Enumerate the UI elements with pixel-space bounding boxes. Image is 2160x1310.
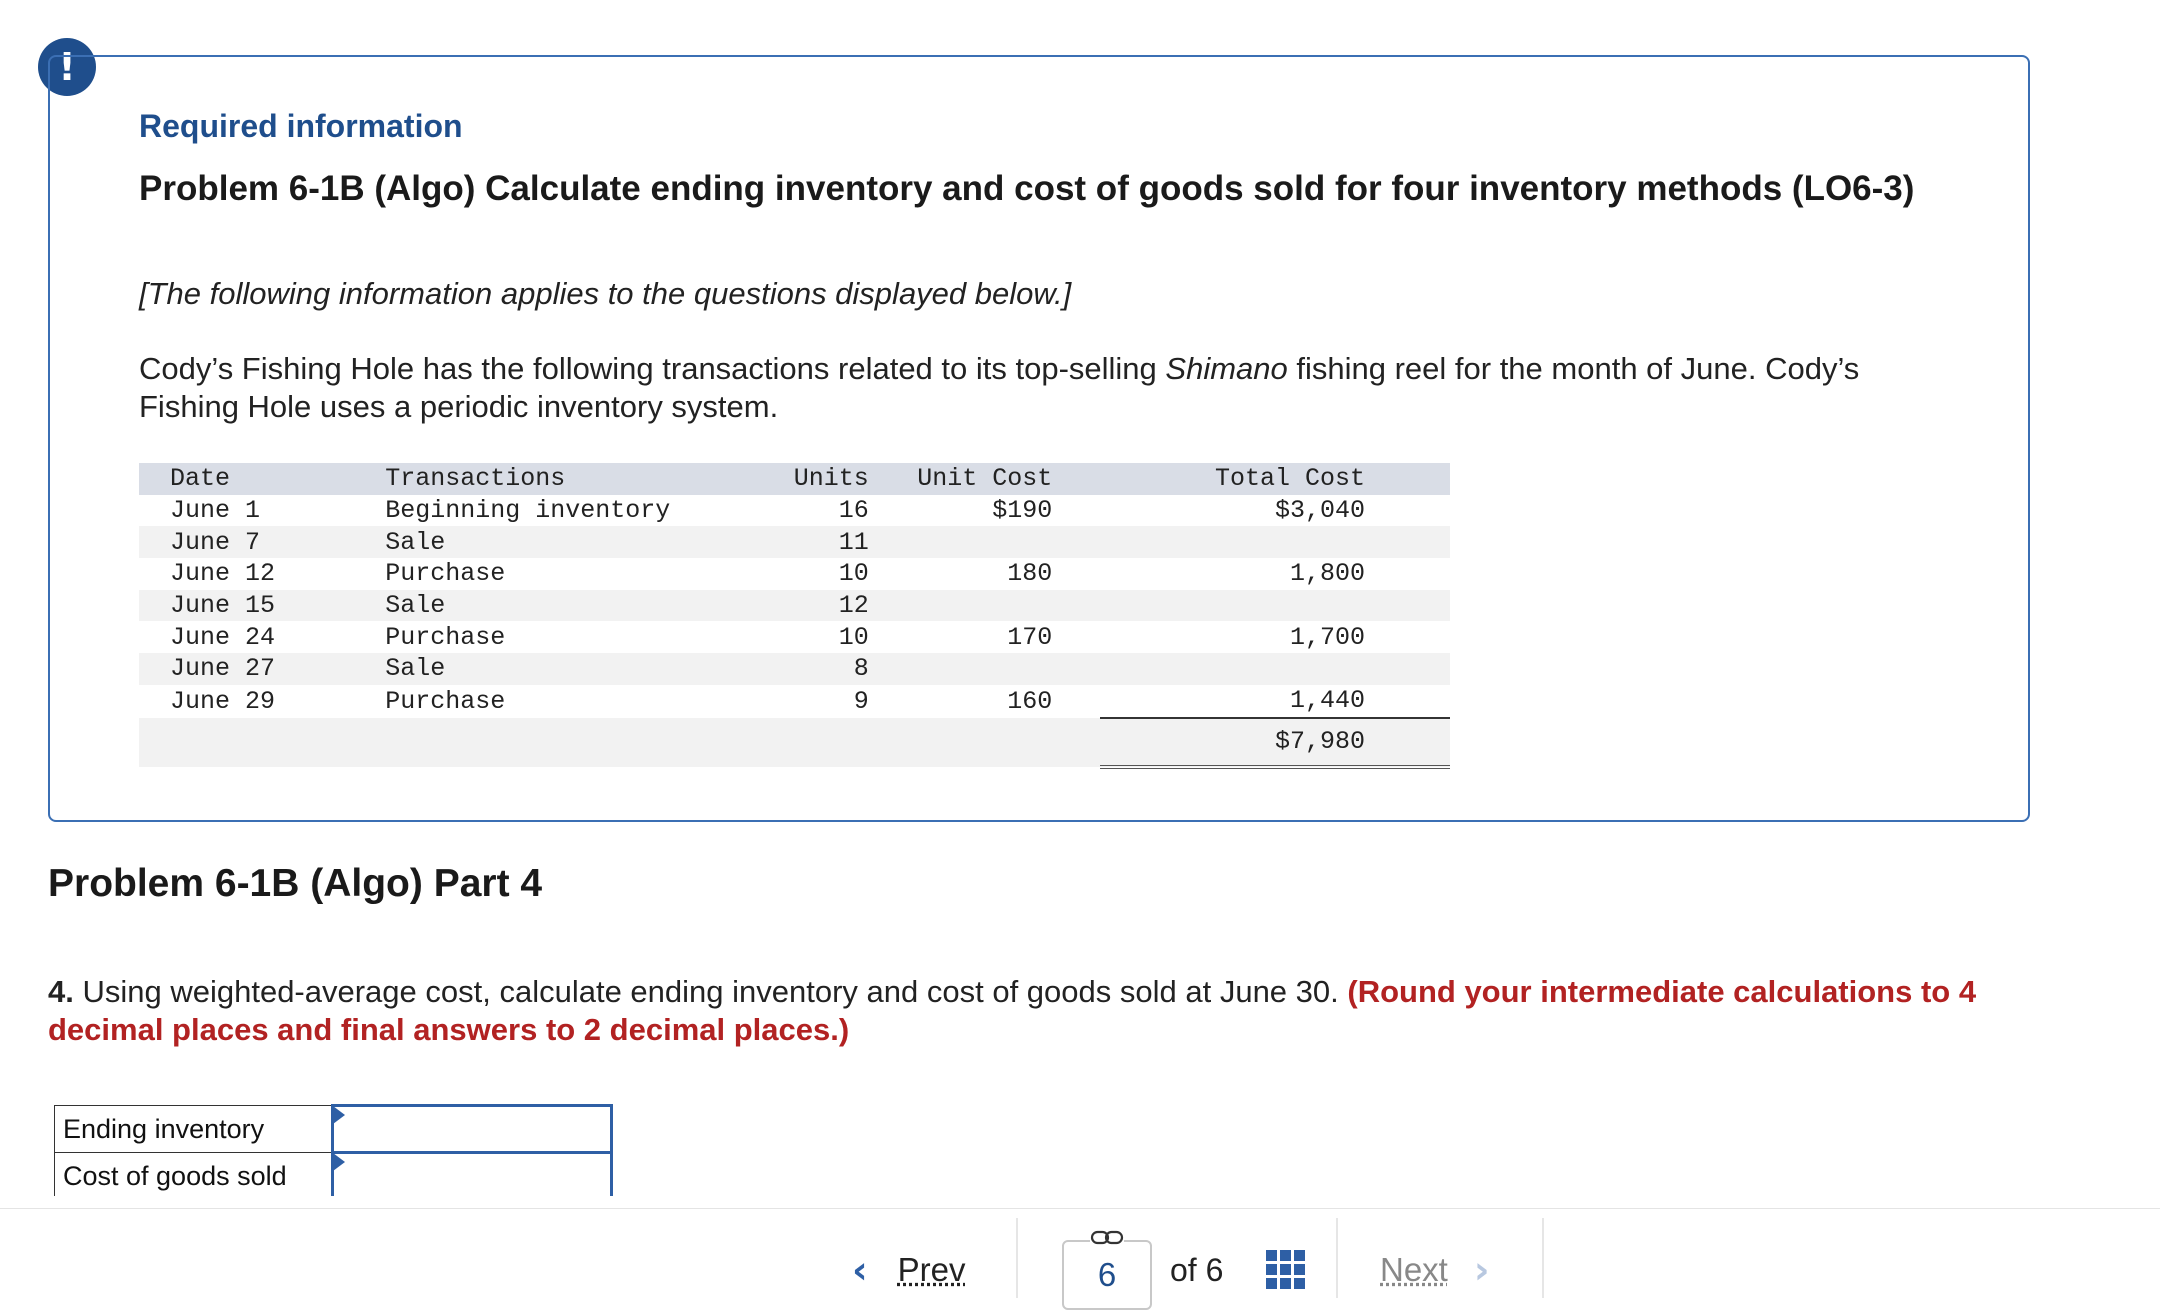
- cell-date: June 12: [170, 559, 276, 589]
- prev-button[interactable]: [852, 1248, 966, 1292]
- intro-text-start: Cody’s Fishing Hole has the following transactions related to its top-selling: [139, 351, 1166, 386]
- input-marker-icon: [333, 1106, 345, 1124]
- cell-unit-cost: 180: [1007, 559, 1053, 589]
- cogs-input[interactable]: [334, 1154, 610, 1198]
- cell-transaction: Sale: [385, 527, 446, 557]
- footer-divider: [0, 1208, 2160, 1209]
- cell-total-cost: 1,440: [1100, 685, 1450, 718]
- question-body: Using weighted-average cost, calculate ending inventory and cost of goods sold at June 30.: [73, 974, 1348, 1009]
- prev-label: Prev: [897, 1251, 966, 1288]
- header-date: Date: [170, 464, 231, 494]
- chevron-left-icon: ‹: [852, 1248, 868, 1292]
- nav-divider: [1542, 1218, 1544, 1298]
- table-row: [139, 526, 1450, 558]
- cell-total-cost: 1,800: [1289, 559, 1365, 589]
- ending-inventory-label: Ending inventory: [55, 1106, 333, 1153]
- chevron-right-icon: ›: [1473, 1248, 1490, 1292]
- input-marker-icon: [333, 1153, 345, 1171]
- cell-total-cost: [1100, 590, 1450, 622]
- cell-units: 11: [838, 527, 869, 557]
- table-total-row: [139, 718, 1450, 767]
- answer-row: [55, 1153, 612, 1200]
- cogs-label: Cost of goods sold: [55, 1153, 333, 1200]
- cell-units: 10: [838, 622, 869, 652]
- cell-transaction: Sale: [385, 591, 446, 621]
- header-transactions: Transactions: [385, 464, 566, 494]
- table-row: [139, 685, 1450, 718]
- header-unit-cost: Unit Cost: [917, 464, 1053, 494]
- current-page-field[interactable]: 6: [1062, 1240, 1152, 1310]
- cell-unit-cost: [869, 590, 1101, 622]
- intro-text-end: fishing reel for the month of June. Cody’s Fishing Hole uses a periodic inventory system.: [139, 351, 1860, 424]
- cell-transaction: Purchase: [385, 559, 506, 589]
- header-units: Units: [793, 464, 869, 494]
- table-row: [139, 621, 1450, 653]
- cell-units: 8: [853, 654, 869, 684]
- link-icon: [1090, 1228, 1124, 1248]
- page-count: of 6: [1170, 1252, 1224, 1288]
- next-button[interactable]: [1380, 1248, 1490, 1292]
- question-number: 4.: [48, 974, 74, 1009]
- table-row: [139, 495, 1450, 527]
- cell-total-cost: [1100, 526, 1450, 558]
- table-row: [139, 558, 1450, 590]
- transactions-table: [139, 463, 1450, 769]
- cell-date: June 24: [170, 622, 276, 652]
- nav-divider: [1016, 1218, 1018, 1298]
- cell-units: 16: [838, 496, 869, 526]
- problem-title: Problem 6-1B (Algo) Calculate ending inventory and cost of goods sold for four inventory methods (LO6-3): [139, 169, 1915, 208]
- cell-total-cost: 1,700: [1289, 622, 1365, 652]
- cell-date: June 27: [170, 654, 276, 684]
- cell-units: 9: [853, 686, 869, 716]
- cell-transaction: Beginning inventory: [385, 496, 671, 526]
- cell-unit-cost: 170: [1007, 622, 1053, 652]
- cogs-cell: [333, 1153, 612, 1200]
- cell-units: 12: [838, 591, 869, 621]
- cell-transaction: Sale: [385, 654, 446, 684]
- cell-date: June 15: [170, 591, 276, 621]
- table-header-row: [139, 463, 1450, 495]
- table-row: [139, 653, 1450, 685]
- ending-inventory-input[interactable]: [334, 1107, 610, 1151]
- part-title: Problem 6-1B (Algo) Part 4: [48, 862, 543, 905]
- cell-unit-cost: [869, 526, 1101, 558]
- grid-icon[interactable]: [1266, 1250, 1306, 1290]
- brand-name: Shimano: [1165, 351, 1288, 386]
- exclamation-icon: !: [38, 38, 96, 96]
- header-total-cost: Total Cost: [1214, 464, 1365, 494]
- cell-transaction: Purchase: [385, 686, 506, 716]
- cell-units: 10: [838, 559, 869, 589]
- table-row: [139, 590, 1450, 622]
- cell-unit-cost: 160: [1007, 686, 1053, 716]
- cell-date: June 7: [170, 527, 261, 557]
- ending-inventory-cell: [333, 1106, 612, 1153]
- required-info-heading: Required information: [139, 108, 463, 144]
- cell-date: June 29: [170, 686, 276, 716]
- grand-total: $7,980: [1100, 718, 1450, 767]
- intro-text: [139, 350, 1959, 426]
- rounding-instruction: (Round your intermediate calculations to 4 decimal places and final answers to 2 decimal places.): [48, 974, 1977, 1047]
- cell-unit-cost: $190: [992, 496, 1053, 526]
- nav-divider: [1336, 1218, 1338, 1298]
- cell-total-cost: [1100, 653, 1450, 685]
- cell-transaction: Purchase: [385, 622, 506, 652]
- answer-row: [55, 1106, 612, 1153]
- next-label: Next: [1380, 1251, 1448, 1288]
- answer-table: [54, 1104, 613, 1201]
- cell-total-cost: $3,040: [1274, 496, 1365, 526]
- cell-unit-cost: [869, 653, 1101, 685]
- applies-note: [The following information applies to the questions displayed below.]: [139, 276, 1072, 311]
- question-text: [48, 973, 2048, 1049]
- cell-date: June 1: [170, 496, 261, 526]
